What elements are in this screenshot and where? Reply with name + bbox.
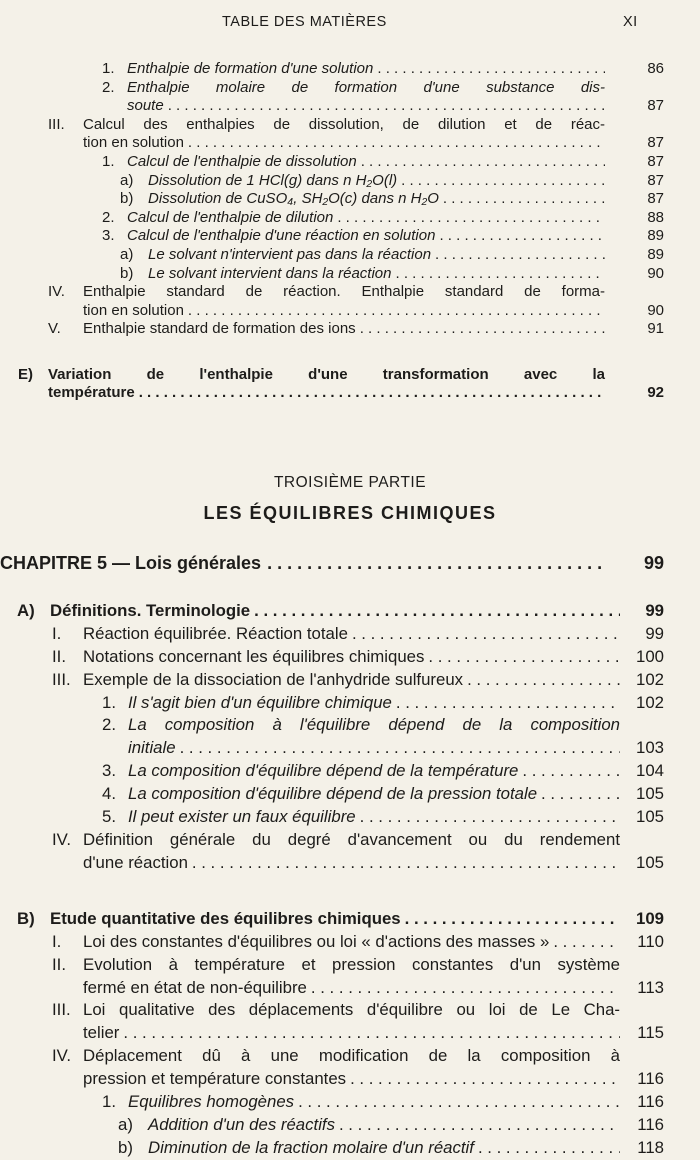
entry-text: Déplacement dû à une modification de la composition à: [83, 1046, 620, 1066]
toc-section-1: [0, 60, 700, 403]
entry-page: 109: [636, 908, 664, 928]
entry-number: III.: [52, 1000, 71, 1020]
entry-number: 3.: [102, 227, 115, 245]
dot-leader: [360, 806, 620, 829]
entry-number: V.: [48, 320, 61, 338]
toc-entry: [0, 999, 700, 1045]
entry-text: Définition générale du degré d'avancement ou du rendement: [83, 829, 620, 849]
toc-entry: [0, 209, 700, 228]
dot-leader: [396, 692, 620, 715]
toc-entry: [0, 190, 700, 209]
entry-text: Evolution à température et pression constantes d'un système: [83, 954, 620, 974]
toc-entry: [0, 646, 700, 669]
entry-number: a): [120, 171, 134, 189]
entry-page: 99: [645, 623, 664, 643]
entry-text: Notations concernant les équilibres chimiques: [83, 646, 425, 666]
toc-entry: [0, 954, 700, 1000]
entry-text: Etude quantitative des équilibres chimiques: [50, 908, 401, 928]
entry-text: pression et température constantes: [83, 1069, 347, 1089]
entry-number: 5.: [102, 807, 116, 827]
entry-number: IV.: [52, 1046, 71, 1066]
entry-text: Equilibres homogènes: [128, 1092, 295, 1112]
entry-text: Loi des constantes d'équilibres ou loi « d'actions des masses »: [83, 931, 550, 951]
entry-text: Définitions. Terminologie: [50, 601, 251, 620]
entry-number: 4.: [102, 784, 116, 804]
dot-leader: [553, 931, 620, 954]
entry-text: Diminution de la fraction molaire d'un réactif: [148, 1137, 474, 1157]
dot-leader: [311, 977, 620, 1000]
dot-leader: [123, 1022, 620, 1045]
entry-page: 105: [636, 807, 664, 826]
toc-entry: [0, 1091, 700, 1114]
entry-text: Variation de l'enthalpie d'une transformation avec la: [48, 365, 605, 383]
entry-page: 103: [636, 738, 664, 758]
toc-entry: [0, 172, 700, 191]
entry-text: Il peut exister un faux équilibre: [128, 807, 356, 827]
dot-leader: [350, 1068, 620, 1091]
entry-number: A): [17, 601, 35, 620]
entry-number: 1.: [102, 152, 115, 170]
entry-text: initiale: [128, 738, 176, 758]
toc-entry: [0, 1045, 700, 1091]
dot-leader: [337, 209, 605, 228]
entry-number: I.: [52, 623, 62, 643]
entry-page: 87: [647, 134, 664, 152]
dot-leader: [188, 302, 605, 321]
entry-number: IV.: [48, 283, 65, 301]
entry-number: b): [120, 190, 134, 208]
entry-text: Enthalpie de formation d'une solution: [127, 60, 374, 77]
entry-text: Il s'agit bien d'un équilibre chimique: [128, 692, 392, 712]
toc-entry: [0, 806, 700, 829]
entry-number: 3.: [102, 761, 116, 781]
entry-text: Addition d'un des réactifs: [148, 1114, 335, 1134]
entry-page: 105: [636, 784, 664, 804]
entry-page: 100: [636, 646, 664, 666]
entry-number: III.: [52, 669, 71, 689]
header-title: TABLE DES MATIÈRES: [222, 14, 387, 30]
toc-entry: [0, 760, 700, 783]
entry-number: I.: [52, 931, 62, 951]
entry-page: 110: [637, 931, 664, 951]
dot-leader: [188, 134, 605, 153]
toc-entry: [0, 669, 700, 692]
entry-page: 115: [637, 1023, 664, 1043]
entry-text: Calcul des enthalpies de dissolution, de dilution et de réac-: [83, 115, 605, 133]
entry-text: Le solvant intervient dans la réaction: [148, 264, 392, 282]
toc-entry: [0, 714, 700, 760]
dot-leader: [428, 646, 620, 669]
entry-number: III.: [48, 115, 65, 133]
entry-number: B): [17, 908, 35, 928]
toc-entry: [0, 908, 700, 931]
entry-number: 1.: [102, 692, 116, 712]
entry-page: 87: [647, 152, 664, 170]
entry-number: 1.: [102, 1092, 116, 1112]
entry-number: 2.: [102, 208, 115, 226]
dot-leader: [401, 172, 605, 191]
entry-page: 87: [647, 171, 664, 189]
dot-leader: [168, 97, 605, 116]
entry-number: 2.: [102, 715, 116, 735]
header-page-number: XI: [623, 14, 638, 30]
dot-leader: [267, 553, 605, 574]
entry-text: Loi qualitative des déplacements d'équilibre ou loi de Le Cha-: [83, 1000, 620, 1020]
toc-entry: [0, 931, 700, 954]
entry-text: La composition à l'équilibre dépend de la composition: [128, 715, 620, 735]
entry-number: II.: [52, 646, 66, 666]
toc-entry: [0, 600, 700, 623]
entry-text: Dissolution de CuSO₄, SH₂O(c) dans n H₂O: [148, 190, 439, 208]
dot-leader: [254, 600, 620, 623]
entry-number: II.: [52, 954, 66, 974]
entry-text: La composition d'équilibre dépend de la température: [128, 761, 519, 781]
dot-leader: [339, 1114, 620, 1137]
chapter-page: 99: [643, 553, 664, 573]
entry-text: température: [48, 384, 135, 402]
dot-leader: [377, 60, 605, 79]
dot-leader: [361, 153, 605, 172]
entry-page: 89: [647, 245, 664, 263]
toc-section-2: [0, 600, 700, 1160]
entry-page: 87: [647, 97, 664, 115]
entry-page: 90: [647, 301, 664, 319]
entry-text: telier: [83, 1023, 120, 1043]
entry-text: Enthalpie standard de réaction. Enthalpie standard de forma-: [83, 283, 605, 301]
entry-number: 2.: [102, 78, 115, 96]
dot-leader: [180, 737, 620, 760]
entry-page: 105: [636, 852, 664, 872]
entry-text: Réaction équilibrée. Réaction totale: [83, 623, 348, 643]
toc-entry: [0, 1114, 700, 1137]
dot-leader: [192, 852, 620, 875]
toc-entry: [0, 79, 700, 116]
part-title: LES ÉQUILIBRES CHIMIQUES: [203, 503, 497, 523]
dot-leader: [405, 908, 620, 931]
dot-leader: [541, 783, 620, 806]
entry-page: 92: [647, 384, 664, 402]
entry-text: Enthalpie molaire de formation d'une substance dis-: [127, 78, 605, 96]
dot-leader: [352, 623, 620, 646]
entry-text: soute: [127, 97, 164, 115]
entry-number: 1.: [102, 60, 115, 77]
entry-page: 102: [636, 669, 664, 689]
chapter-heading: [0, 553, 700, 574]
entry-page: 116: [637, 1114, 664, 1134]
dot-leader: [435, 246, 605, 265]
entry-text: Exemple de la dissociation de l'anhydride sulfureux: [83, 669, 464, 689]
entry-page: 91: [647, 320, 664, 338]
dot-leader: [298, 1091, 620, 1114]
entry-page: 99: [645, 600, 664, 620]
entry-text: tion en solution: [83, 134, 184, 152]
entry-text: Calcul de l'enthalpie de dissolution: [127, 152, 357, 170]
dot-leader: [478, 1137, 620, 1160]
entry-page: 116: [637, 1092, 664, 1111]
entry-page: 118: [637, 1137, 664, 1157]
dot-leader: [395, 265, 605, 284]
toc-entry: [0, 265, 700, 284]
toc-entry: [0, 366, 700, 403]
toc-entry: [0, 320, 700, 339]
entry-text: Enthalpie standard de formation des ions: [83, 320, 356, 338]
chapter-title: CHAPITRE 5 — Lois générales: [0, 553, 262, 573]
dot-leader: [360, 320, 605, 339]
entry-text: Dissolution de 1 HCl(g) dans n H₂O(l): [148, 171, 398, 189]
entry-text: Calcul de l'enthalpie d'une réaction en solution: [127, 227, 436, 245]
entry-number: E): [18, 365, 33, 383]
toc-entry: [0, 1137, 700, 1160]
entry-number: b): [120, 264, 134, 282]
entry-text: fermé en état de non-équilibre: [83, 977, 307, 997]
dot-leader: [467, 669, 620, 692]
toc-entry: [0, 283, 700, 320]
entry-text: d'une réaction: [83, 852, 188, 872]
entry-text: La composition d'équilibre dépend de la pression totale: [128, 784, 538, 804]
entry-page: 88: [647, 208, 664, 226]
part-label: TROISIÈME PARTIE: [273, 474, 427, 491]
toc-entry: [0, 246, 700, 265]
entry-page: 89: [647, 227, 664, 245]
toc-entry: [0, 692, 700, 715]
entry-page: 113: [637, 977, 664, 997]
entry-text: Le solvant n'intervient pas dans la réaction: [148, 245, 432, 263]
toc-entry: [0, 153, 700, 172]
toc-entry: [0, 783, 700, 806]
dot-leader: [139, 384, 605, 403]
entry-text: Calcul de l'enthalpie de dilution: [127, 208, 334, 226]
entry-page: 86: [647, 60, 664, 77]
toc-entry: [0, 623, 700, 646]
toc-entry: [0, 227, 700, 246]
entry-number: a): [120, 245, 134, 263]
toc-entry: [0, 116, 700, 153]
toc-entry: [0, 60, 700, 79]
entry-number: IV.: [52, 829, 71, 849]
entry-page: 87: [647, 190, 664, 208]
toc-entry: [0, 829, 700, 875]
entry-page: 116: [637, 1069, 664, 1089]
entry-number: b): [118, 1137, 133, 1157]
dot-leader: [443, 190, 605, 209]
entry-page: 90: [647, 264, 664, 282]
entry-text: tion en solution: [83, 301, 184, 319]
dot-leader: [522, 760, 620, 783]
entry-number: a): [118, 1114, 133, 1134]
entry-page: 102: [636, 692, 664, 712]
dot-leader: [439, 227, 605, 246]
entry-page: 104: [636, 761, 664, 781]
